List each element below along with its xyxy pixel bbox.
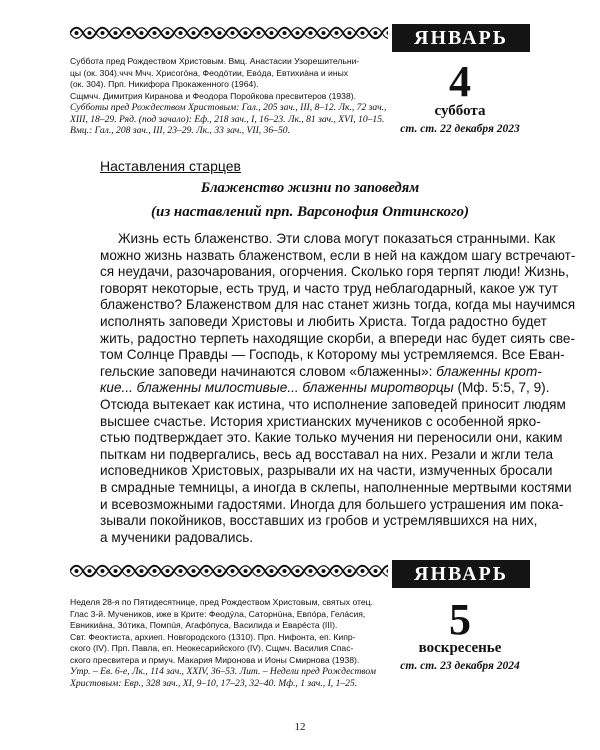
saints-line: Свт. Феоктиста, архиеп. Новгородского (1310). Прп. Нифонта, еп. Кипр-	[70, 631, 356, 642]
body-line: высшее счастье. История христианских мучеников с особенной ярко-	[100, 413, 541, 429]
italic-quote: блаженны крот-	[436, 363, 542, 379]
readings-line: Субботы пред Рождеством Христовым: Гал., 205 зач., III, 8–12. Лк., 72 зач.,	[70, 102, 387, 113]
bottom-month-header: ЯНВАРЬ	[392, 560, 530, 588]
top-saints-list	[70, 56, 386, 137]
body-line: говорят некоторые, есть труд, и часто труд неблагодарный, какое уж тут	[100, 280, 558, 296]
bottom-ornament-border	[70, 562, 388, 580]
top-month-header: ЯНВАРЬ	[392, 24, 530, 52]
saints-line: Сщмчч. Димитрия Киранова и Феодора Поройкова пресвитеров (1938).	[70, 90, 356, 101]
saints-line: цы (ок. 304).ччч Мчч. Хрисогóна, Феодóтии, Евóда, Евтихиáна и иных	[70, 67, 349, 78]
article-subtitle: (из наставлений прп. Варсонофия Оптинского)	[150, 204, 469, 220]
saints-line: Суббота пред Рождеством Христовым. Вмц. Анастасии Узорешительни-	[70, 56, 360, 66]
body-line: в смрадные темницы, а иногда в склепы, наполненные мертвыми костями	[100, 479, 572, 495]
bottom-old-style-date: ст. ст. 23 декабря 2024	[400, 660, 520, 672]
italic-quote: кие... блаженны милостивые... блаженны миротворцы	[100, 380, 454, 396]
body-line: пыткам ни подвергались, весь ад восставал на них. Резали и жгли тела	[100, 446, 554, 462]
body-line: Жизнь есть блаженство. Эти слова могут показаться странными. Как	[118, 231, 556, 246]
article-body	[100, 231, 576, 546]
page-number: 12	[294, 721, 306, 733]
saints-line: Глас 3-й. Мучеников, иже в Крите: Феодýла, Саторнúна, Евпóра, Гелáсия,	[70, 608, 366, 619]
readings-line: Вмц.: Гал., 208 зач., III, 23–29. Лк., 33 зач., VII, 36–50.	[70, 125, 290, 136]
body-text: гельские заповеди начинаются словом «блаженны»:	[100, 363, 433, 379]
article-title: Блаженство жизни по заповедям	[200, 180, 420, 196]
body-line-with-italic	[100, 380, 550, 397]
scripture-ref: (Мф. 5:5, 7, 9).	[457, 380, 550, 396]
section-heading: Наставления старцев	[100, 158, 241, 174]
saints-line: ского (IV). Прп. Павла, еп. Неокесарийского (IV). Сщмч. Василия Спас-	[70, 643, 354, 653]
top-weekday: суббота	[434, 103, 486, 119]
body-line: ся неудачи, разочарования, огорчения. Сколько горя терпят люди! Жизнь,	[100, 264, 569, 280]
bottom-weekday: воскресенье	[418, 640, 502, 656]
readings-line: Христовым: Евр., 328 зач., XI, 9–10, 17–23, 32–40. Мф., 1 зач., I, 1–25.	[70, 677, 358, 689]
saints-line: Евникиáна, Зóтика, Помпúя, Агафóпуса, Василида и Еварéста (III).	[70, 620, 338, 630]
body-line: можно жизнь назвать блаженством, если в ней на каждом шагу встречают-	[100, 247, 576, 263]
body-line: исполнять заповеди Христовы и любить Христа. Тогда радостно будет	[100, 313, 547, 329]
body-line: жить, радостно терпеть находящие скорби, а впереди нас будет сиять све-	[100, 330, 576, 346]
top-day-number: 4	[449, 57, 471, 106]
body-line: а мученики радовались.	[100, 529, 254, 545]
body-line: Отсюда вытекает как истина, что исполнение заповедей приносит людям	[100, 396, 566, 412]
saints-line: Неделя 28-я по Пятидесятнице, пред Рождеством Христовым, святых отец.	[70, 597, 373, 607]
body-line: исповедников Христовых, разрывали их на части, измученных бросали	[100, 463, 553, 479]
top-ornament-border	[70, 24, 388, 42]
saints-line: ского пресвитера и прмуч. Макария Миронова и Ионы Смирнова (1938).	[70, 654, 360, 665]
readings-line: XIII, 18–29. Ряд. (под зачало): Еф., 218 зач., I, 16–23. Лк., 81 зач., XVI, 10–15.	[70, 113, 385, 125]
bottom-day-number: 5	[449, 595, 471, 644]
body-line: стью подтверждает это. Какие только мучения ни переносили они, каким	[100, 430, 563, 446]
top-old-style-date: ст. ст. 22 декабря 2023	[400, 123, 520, 135]
bottom-saints-list	[70, 597, 376, 689]
body-line: зывали покойников, восставших из гробов и устремлявшихся на них,	[100, 513, 538, 529]
body-line: том Солнце Правды — Господь, к Которому мы устремляемся. Все Еван-	[100, 347, 565, 363]
body-line: блаженство? Блаженством для нас станет жизнь тогда, когда мы научимся	[100, 297, 576, 313]
readings-line: Утр. – Ев. 6-е, Лк., 114 зач., XXIV, 36–53. Лит. – Недели пред Рождеством	[70, 666, 376, 677]
body-line: и всевозможными гадостями. Иногда для большего устрашения им пока-	[100, 496, 564, 512]
saints-line: (ок. 304). Прп. Никифора Прокаженного (1964).	[70, 79, 259, 89]
body-line-with-italic	[100, 363, 542, 381]
